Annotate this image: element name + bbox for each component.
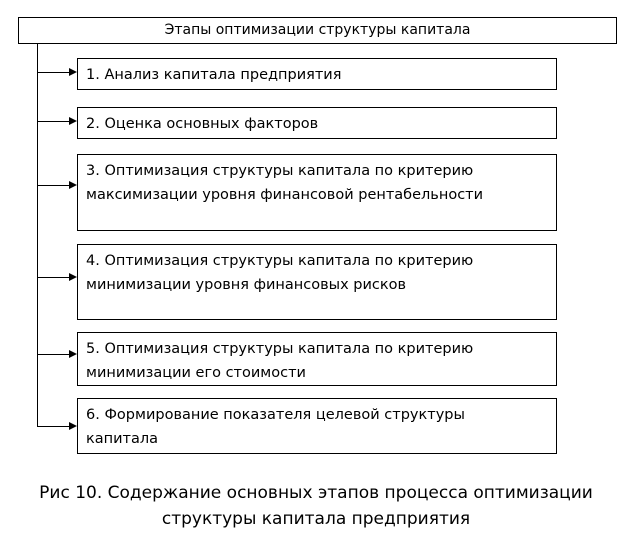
step-2-line-1: 2. Оценка основных факторов	[86, 116, 319, 132]
arrow-head-step-4	[69, 273, 77, 281]
step-box-5	[77, 332, 557, 386]
connector-step-2	[37, 121, 69, 122]
step-4-line-2: минимизации уровня финансовых рисков	[86, 277, 407, 293]
arrow-head-step-3	[69, 181, 77, 189]
diagram-title: Этапы оптимизации структуры капитала	[164, 22, 471, 38]
step-5-line-2: минимизации его стоимости	[86, 365, 306, 381]
step-6-line-2: капитала	[86, 431, 159, 447]
diagram-title-box	[18, 17, 617, 44]
step-3-line-2: максимизации уровня финансовой рентабельности	[86, 187, 484, 203]
step-6-line-1: 6. Формирование показателя целевой структуры	[86, 407, 465, 423]
arrow-head-step-5	[69, 350, 77, 358]
connector-step-1	[37, 72, 69, 73]
step-box-2	[77, 107, 557, 139]
connector-step-6	[37, 426, 69, 427]
connector-step-3	[37, 185, 69, 186]
arrow-head-step-1	[69, 68, 77, 76]
step-5-line-1: 5. Оптимизация структуры капитала по критерию	[86, 341, 474, 357]
arrow-head-step-2	[69, 117, 77, 125]
step-3-line-1: 3. Оптимизация структуры капитала по критерию	[86, 163, 474, 179]
figure-caption	[0, 480, 632, 532]
step-box-1	[77, 58, 557, 90]
arrow-head-step-6	[69, 422, 77, 430]
caption-line-1: Рис 10. Содержание основных этапов процесса оптимизации	[39, 483, 593, 503]
step-box-6	[77, 398, 557, 454]
step-1-line-1: 1. Анализ капитала предприятия	[86, 67, 342, 83]
connector-step-4	[37, 277, 69, 278]
connector-step-5	[37, 354, 69, 355]
connector-trunk	[37, 44, 38, 427]
caption-line-2: структуры капитала предприятия	[161, 509, 471, 529]
step-box-4	[77, 244, 557, 320]
step-box-3	[77, 154, 557, 231]
step-4-line-1: 4. Оптимизация структуры капитала по критерию	[86, 253, 474, 269]
